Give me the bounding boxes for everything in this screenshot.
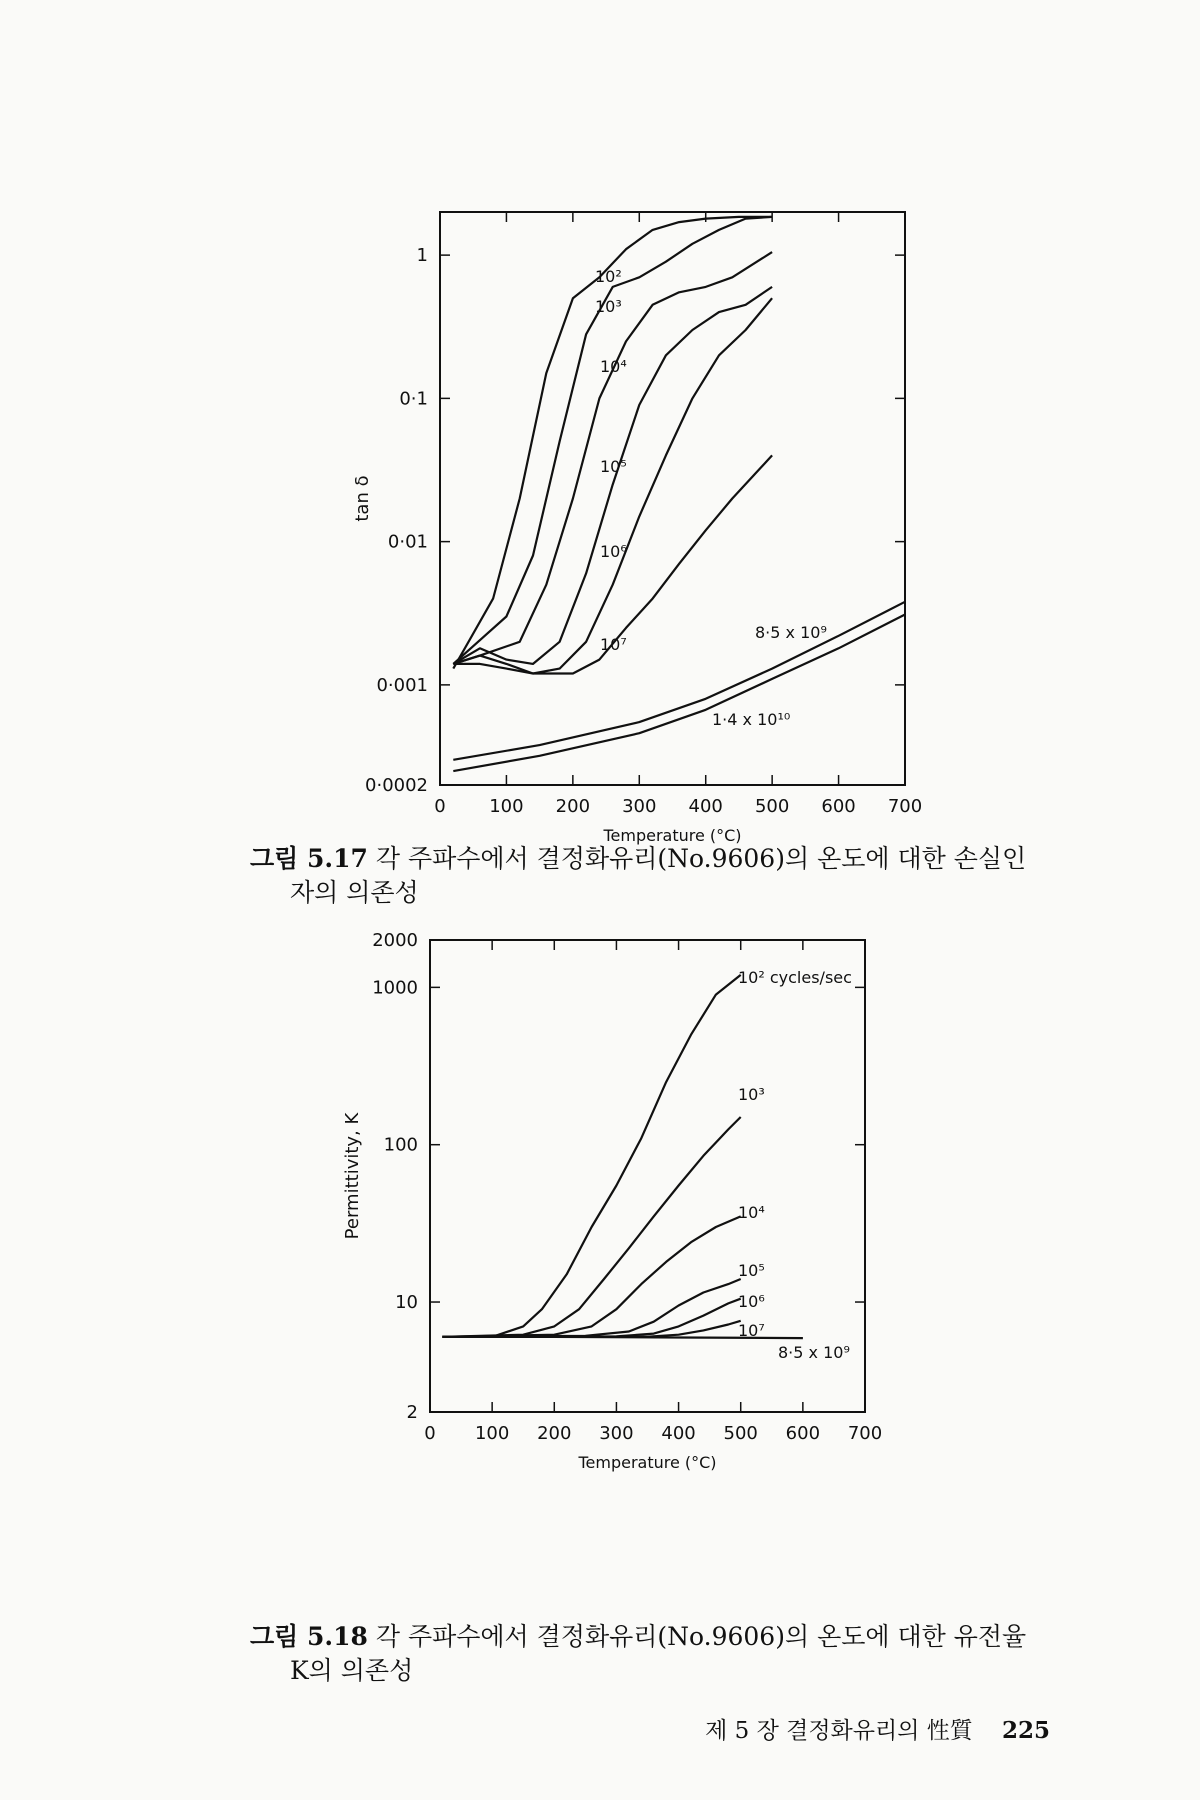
series-label: 10⁵ [738,1261,765,1280]
y-tick-label: 0·1 [399,388,428,410]
series-label: 8·5 x 10⁹ [755,623,827,642]
x-tick-label: 100 [474,1423,510,1444]
y-tick-label: 1000 [372,977,418,999]
x-tick-label: 400 [688,796,723,817]
series-label: 10⁴ [600,357,627,376]
caption-text-continued: K의 의존성 [290,1656,414,1685]
caption-number: 그림 5.18 [250,1622,368,1651]
x-tick-label: 700 [887,796,923,817]
plot-frame [430,940,865,1412]
x-tick-label: 0 [424,1423,436,1444]
x-tick-label: 200 [537,1423,572,1444]
x-tick-label: 300 [622,796,657,817]
y-tick-label: 1 [416,245,428,267]
series-label: 1·4 x 10¹⁰ [712,710,791,729]
y-axis-label: tan δ [352,475,373,522]
page-number: 225 [1001,1717,1050,1744]
x-tick-label: 500 [723,1423,758,1444]
page-footer [705,1712,1050,1745]
series-label: 10⁶ [600,542,627,561]
series-label: 10⁷ [600,635,627,654]
caption-text: 각 주파수에서 결정화유리(No.9606)의 온도에 대한 유전율 [375,1622,1027,1651]
series-label: 10⁷ [738,1321,765,1340]
series-line [442,975,740,1337]
caption-text-continued: 자의 의존성 [290,878,419,907]
caption-number: 그림 5.17 [250,844,368,873]
x-tick-label: 300 [599,1423,634,1444]
series-line [453,602,905,760]
series-label: 10² cycles/sec [738,968,852,987]
y-tick-label: 0·001 [376,674,428,696]
series-label: 10⁶ [738,1292,765,1311]
series-label: 10² [595,267,622,286]
figure-caption-5-17 [250,842,1150,910]
caption-text: 각 주파수에서 결정화유리(No.9606)의 온도에 대한 손실인 [375,844,1027,873]
series-label: 10⁴ [738,1203,765,1222]
x-tick-label: 200 [555,796,591,817]
y-tick-label: 10 [395,1292,418,1314]
series-label: 8·5 x 10⁹ [778,1343,850,1362]
x-tick-label: 100 [489,796,524,817]
series-label: 10³ [595,297,622,316]
y-tick-label: 2000 [372,930,418,951]
series-label: 10³ [738,1085,765,1104]
x-tick-label: 400 [661,1423,696,1444]
series-line [442,1337,803,1338]
x-tick-label: 700 [847,1423,883,1444]
figure-caption-5-18-block [250,1620,1026,1688]
y-tick-label: 0·01 [387,531,428,553]
series-line [442,1279,740,1337]
x-axis-label: Temperature (°C) [578,1453,717,1472]
series-label: 10⁵ [600,457,627,476]
chapter-title: 제 5 장 결정화유리의 性質 [705,1718,973,1744]
x-tick-label: 0 [434,796,446,817]
x-axis-label: Temperature (°C) [603,826,742,845]
x-tick-label: 500 [754,796,790,817]
x-tick-label: 600 [785,1423,821,1444]
x-tick-label: 600 [821,796,856,817]
y-tick-label: 0·0002 [365,775,428,796]
y-tick-label: 2 [406,1402,418,1423]
y-tick-label: 100 [383,1134,418,1156]
plot-frame [440,212,905,785]
y-axis-label: Permittivity, K [342,1112,363,1240]
